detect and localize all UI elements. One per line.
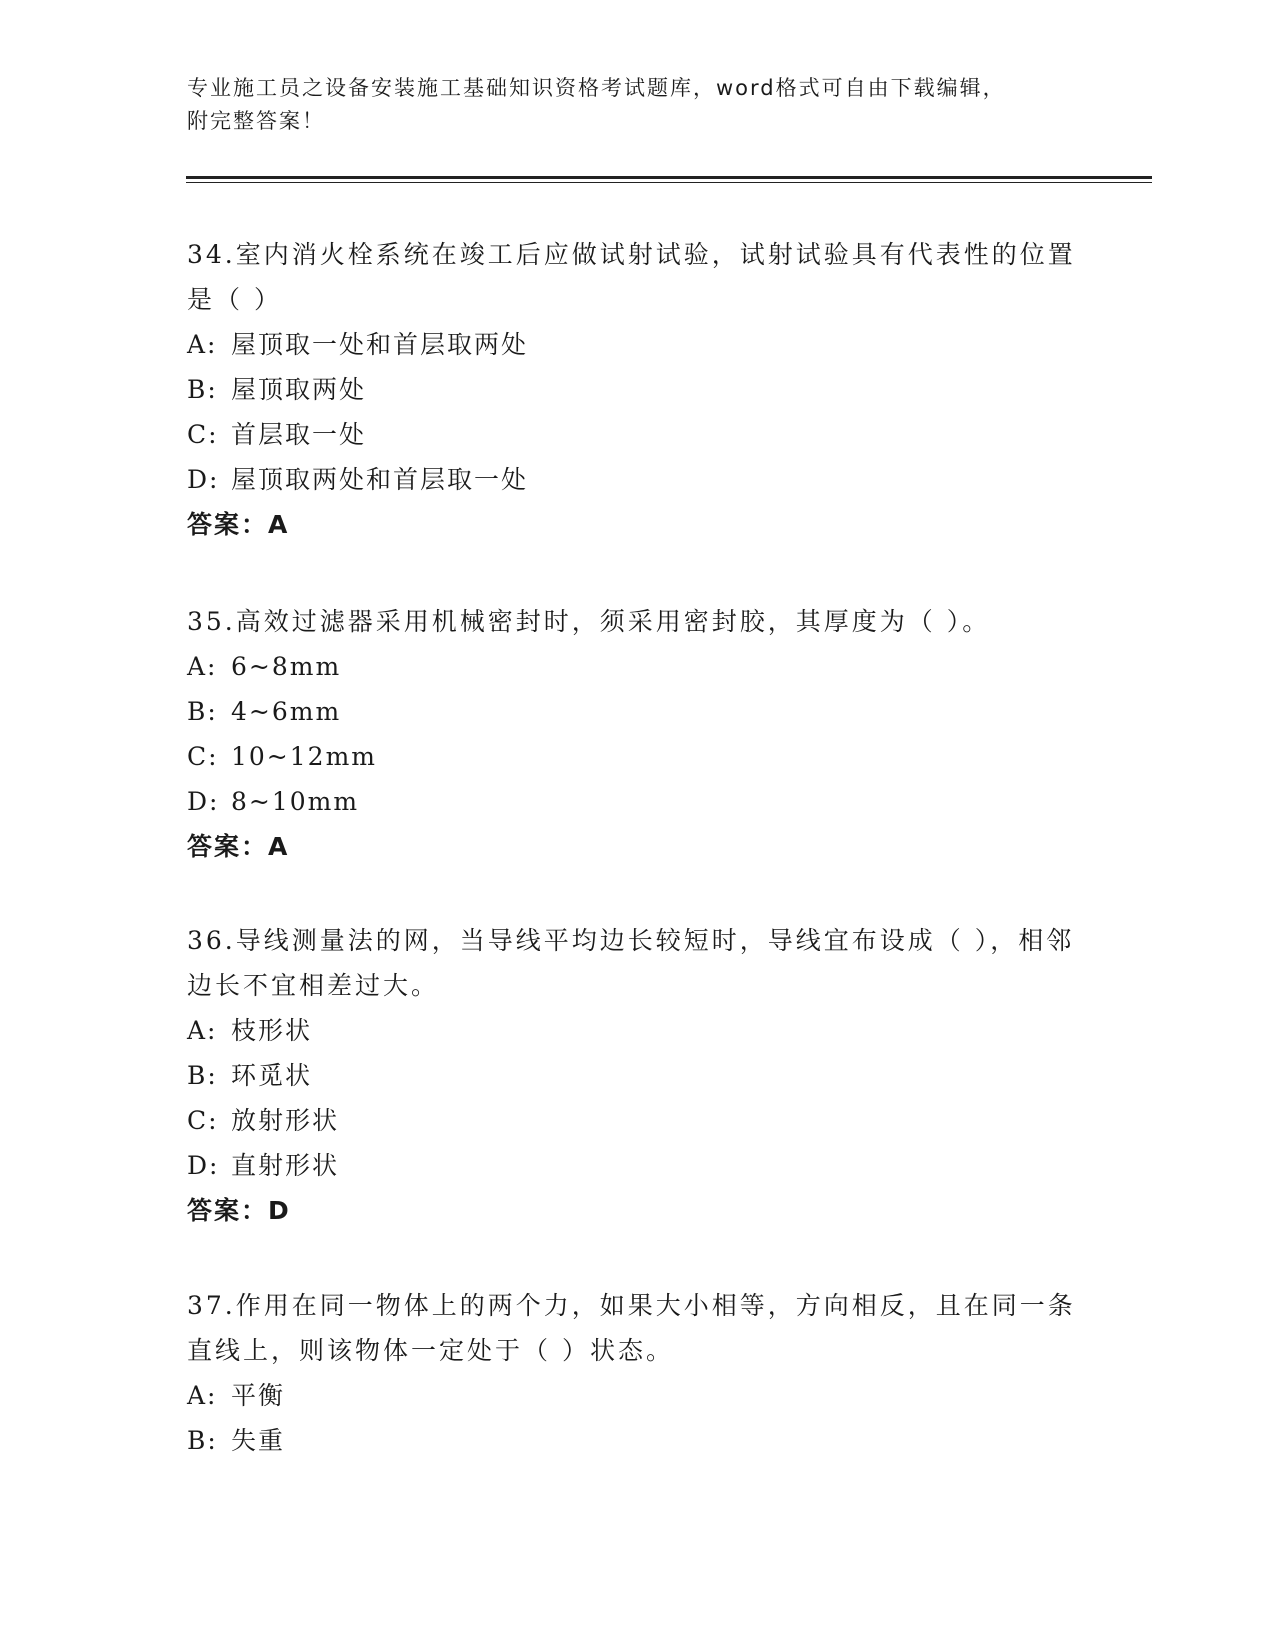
option-d [187,1143,1087,1188]
option-letter: A: [187,1381,218,1410]
option-letter: D: [187,465,220,494]
option-letter: A: [187,652,218,681]
question-36 [187,918,1087,1233]
header-line-2: 附完整答案！ [187,109,325,133]
question-stem: 37.作用在同一物体上的两个力，如果大小相等，方向相反，且在同一条直线上，则该物体一定处于（ ）状态。 [187,1291,1076,1365]
document-header [187,72,1087,138]
answer-line: 答案：A [187,832,290,861]
option-text: 枝形状 [231,1016,313,1045]
question-stem: 35.高效过滤器采用机械密封时，须采用密封胶，其厚度为（ ）。 [187,607,991,636]
option-text: 平衡 [231,1381,286,1410]
option-c [187,412,1087,457]
question-35 [187,599,1087,869]
question-stem: 36.导线测量法的网，当导线平均边长较短时，导线宜布设成（ ），相邻边长不宜相差过大。 [187,926,1075,1000]
answer-line: 答案：A [187,510,290,539]
option-text: 4~6mm [231,697,342,726]
option-d [187,779,1087,824]
answer-line: 答案：D [187,1196,291,1225]
option-text: 首层取一处 [231,420,367,449]
option-a [187,644,1087,689]
option-text: 直射形状 [231,1151,340,1180]
option-c [187,734,1087,779]
option-text: 屋顶取两处和首层取一处 [231,465,529,494]
option-letter: D: [187,787,220,816]
option-a [187,322,1087,367]
option-text: 8~10mm [231,787,360,816]
option-b [187,689,1087,734]
option-text: 放射形状 [231,1106,340,1135]
option-letter: C: [187,742,219,771]
option-letter: A: [187,330,218,359]
option-a [187,1373,1087,1418]
question-37 [187,1283,1087,1463]
option-text: 失重 [231,1426,286,1455]
option-text: 环觅状 [231,1061,313,1090]
question-34 [187,232,1087,547]
option-b [187,1418,1087,1463]
header-divider-thick [186,176,1152,179]
option-letter: D: [187,1151,220,1180]
option-c [187,1098,1087,1143]
option-d [187,457,1087,502]
question-stem: 34.室内消火栓系统在竣工后应做试射试验，试射试验具有代表性的位置是（ ） [187,240,1076,314]
option-letter: B: [187,1426,218,1455]
header-divider-thin [186,182,1152,183]
header-line-1: 专业施工员之设备安装施工基础知识资格考试题库，word格式可自由下载编辑， [187,76,1006,100]
option-letter: C: [187,420,219,449]
option-letter: B: [187,375,218,404]
option-text: 10~12mm [231,742,377,771]
option-text: 6~8mm [231,652,342,681]
option-text: 屋顶取两处 [231,375,367,404]
option-letter: C: [187,1106,219,1135]
option-a [187,1008,1087,1053]
option-letter: B: [187,1061,218,1090]
option-letter: B: [187,697,218,726]
option-b [187,367,1087,412]
option-text: 屋顶取一处和首层取两处 [231,330,529,359]
option-letter: A: [187,1016,218,1045]
option-b [187,1053,1087,1098]
